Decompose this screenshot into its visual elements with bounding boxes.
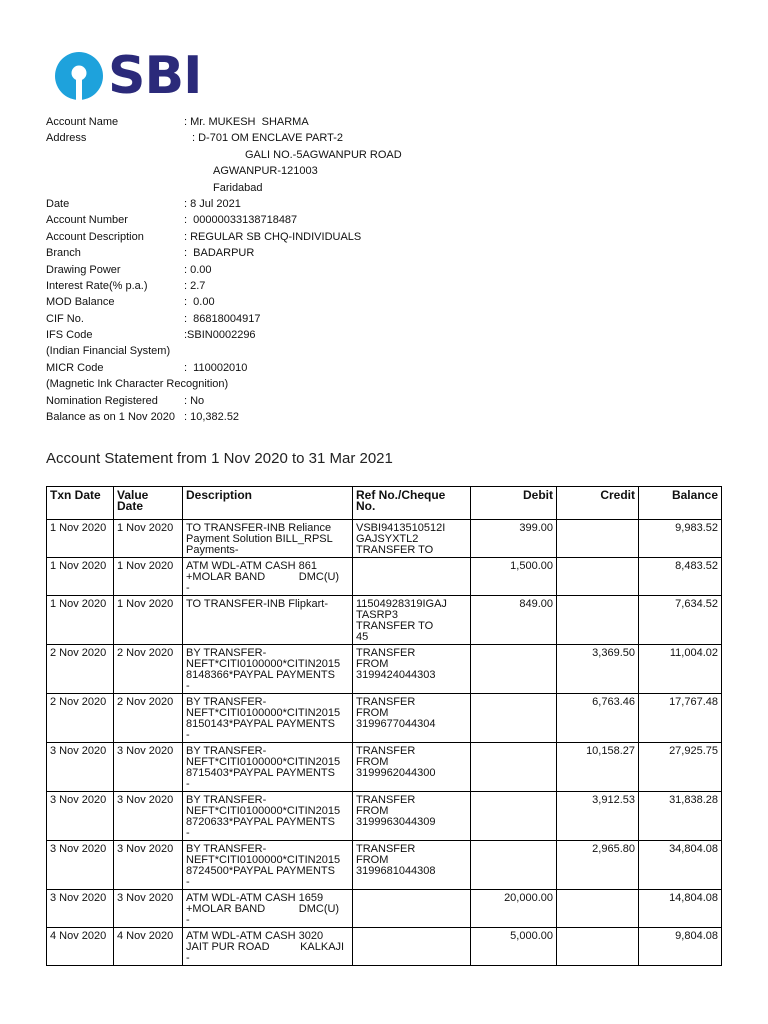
cell-txn-date: 3 Nov 2020: [47, 792, 114, 841]
cell-description: BY TRANSFER- NEFT*CITI0100000*CITIN2015 8148366*PAYPAL PAYMENTS -: [183, 645, 353, 694]
statement-title: Account Statement from 1 Nov 2020 to 31 Mar 2021: [46, 450, 393, 467]
table-row: [47, 596, 722, 645]
cell-ref-no: VSBI9413510512I GAJSYXTL2 TRANSFER TO: [353, 520, 471, 558]
cell-balance: 14,804.08: [639, 890, 722, 928]
cell-description: ATM WDL-ATM CASH 861 +MOLAR BAND DMC(U) -: [183, 558, 353, 596]
info-label: MOD Balance: [46, 296, 115, 309]
cell-value-date: 4 Nov 2020: [114, 928, 183, 966]
cell-ref-no: 11504928319IGAJ TASRP3 TRANSFER TO 45: [353, 596, 471, 645]
cell-value-date: 1 Nov 2020: [114, 558, 183, 596]
info-label: Address: [46, 132, 87, 145]
info-label: Account Number: [46, 214, 128, 227]
info-value: GALI NO.-5AGWANPUR ROAD: [245, 148, 402, 161]
cell-balance: 27,925.75: [639, 743, 722, 792]
info-value: : 0.00: [184, 296, 215, 309]
table-row: [47, 694, 722, 743]
table-row: [47, 645, 722, 694]
cell-description: TO TRANSFER-INB Flipkart-: [183, 596, 353, 645]
cell-credit: [557, 558, 639, 596]
cell-txn-date: 3 Nov 2020: [47, 890, 114, 928]
cell-txn-date: 1 Nov 2020: [47, 558, 114, 596]
cell-balance: 8,483.52: [639, 558, 722, 596]
info-label: (Magnetic Ink Character Recognition): [46, 378, 229, 391]
cell-description: BY TRANSFER- NEFT*CITI0100000*CITIN2015 8720633*PAYPAL PAYMENTS -: [183, 792, 353, 841]
info-value: : No: [184, 394, 205, 407]
info-value: : D-701 OM ENCLAVE PART-2: [192, 132, 343, 145]
cell-value-date: 1 Nov 2020: [114, 520, 183, 558]
cell-debit: 1,500.00: [471, 558, 557, 596]
info-label: Drawing Power: [46, 263, 121, 276]
cell-debit: 849.00: [471, 596, 557, 645]
cell-balance: 7,634.52: [639, 596, 722, 645]
info-label: Account Name: [46, 116, 119, 128]
cell-debit: 20,000.00: [471, 890, 557, 928]
cell-ref-no: TRANSFER FROM 3199681044308: [353, 841, 471, 890]
cell-value-date: 3 Nov 2020: [114, 890, 183, 928]
info-label: MICR Code: [46, 361, 104, 374]
info-label: Branch: [46, 247, 81, 260]
header-ref-no: Ref No./Cheque No.: [353, 487, 471, 520]
info-value: : 86818004917: [184, 312, 261, 325]
cell-credit: 6,763.46: [557, 694, 639, 743]
sbi-logo: [54, 46, 202, 106]
table-row: [47, 743, 722, 792]
cell-credit: [557, 520, 639, 558]
info-value: :SBIN0002296: [184, 329, 256, 342]
sbi-keyhole-logo-icon: [54, 51, 104, 101]
cell-ref-no: TRANSFER FROM 3199424044303: [353, 645, 471, 694]
cell-value-date: 2 Nov 2020: [114, 694, 183, 743]
cell-debit: 5,000.00: [471, 928, 557, 966]
cell-txn-date: 3 Nov 2020: [47, 743, 114, 792]
cell-value-date: 3 Nov 2020: [114, 841, 183, 890]
cell-debit: [471, 694, 557, 743]
info-value: Faridabad: [213, 181, 263, 194]
cell-ref-no: TRANSFER FROM 3199962044300: [353, 743, 471, 792]
info-label: CIF No.: [46, 312, 84, 325]
cell-value-date: 3 Nov 2020: [114, 743, 183, 792]
header-description: Description: [183, 487, 353, 520]
table-row: [47, 841, 722, 890]
info-value: AGWANPUR-121003: [213, 165, 318, 178]
sbi-logo-text: SBI: [108, 46, 202, 106]
cell-debit: 399.00: [471, 520, 557, 558]
header-credit: Credit: [557, 487, 639, 520]
cell-description: TO TRANSFER-INB Reliance Payment Solution BILL_RPSL Payments-: [183, 520, 353, 558]
info-value: : Mr. MUKESH SHARMA: [184, 116, 309, 128]
cell-ref-no: [353, 928, 471, 966]
info-label: Account Description: [46, 230, 144, 243]
cell-description: ATM WDL-ATM CASH 3020 JAIT PUR ROAD KALKAJI -: [183, 928, 353, 966]
cell-balance: 34,804.08: [639, 841, 722, 890]
cell-balance: 9,983.52: [639, 520, 722, 558]
info-value: : 2.7: [184, 279, 206, 292]
table-row: [47, 928, 722, 966]
cell-ref-no: [353, 890, 471, 928]
info-value: : 00000033138718487: [184, 214, 298, 227]
table-row: [47, 792, 722, 841]
cell-value-date: 1 Nov 2020: [114, 596, 183, 645]
cell-ref-no: TRANSFER FROM 3199963044309: [353, 792, 471, 841]
cell-txn-date: 1 Nov 2020: [47, 520, 114, 558]
cell-txn-date: 1 Nov 2020: [47, 596, 114, 645]
header-debit: Debit: [471, 487, 557, 520]
cell-description: BY TRANSFER- NEFT*CITI0100000*CITIN2015 8715403*PAYPAL PAYMENTS -: [183, 743, 353, 792]
cell-debit: [471, 743, 557, 792]
cell-credit: [557, 890, 639, 928]
cell-value-date: 2 Nov 2020: [114, 645, 183, 694]
header-txn-date: Txn Date: [47, 487, 114, 520]
cell-credit: [557, 928, 639, 966]
cell-debit: [471, 841, 557, 890]
table-header-row: [47, 487, 722, 520]
info-label: Balance as on 1 Nov 2020: [46, 411, 176, 424]
info-label: (Indian Financial System): [46, 345, 171, 358]
cell-txn-date: 4 Nov 2020: [47, 928, 114, 966]
header-value-date: Value Date: [114, 487, 183, 520]
table-row: [47, 558, 722, 596]
cell-credit: 2,965.80: [557, 841, 639, 890]
info-value: : BADARPUR: [184, 247, 255, 260]
cell-ref-no: TRANSFER FROM 3199677044304: [353, 694, 471, 743]
info-value: : REGULAR SB CHQ-INDIVIDUALS: [184, 230, 362, 243]
cell-txn-date: 2 Nov 2020: [47, 694, 114, 743]
cell-value-date: 3 Nov 2020: [114, 792, 183, 841]
cell-ref-no: [353, 558, 471, 596]
info-value: : 8 Jul 2021: [184, 197, 241, 210]
cell-txn-date: 2 Nov 2020: [47, 645, 114, 694]
header-balance: Balance: [639, 487, 722, 520]
cell-credit: 3,369.50: [557, 645, 639, 694]
transactions-table: [46, 486, 722, 966]
cell-debit: [471, 792, 557, 841]
cell-balance: 11,004.02: [639, 645, 722, 694]
cell-credit: [557, 596, 639, 645]
cell-credit: 3,912.53: [557, 792, 639, 841]
info-label: Nomination Registered: [46, 394, 158, 407]
table-row: [47, 890, 722, 928]
cell-description: BY TRANSFER- NEFT*CITI0100000*CITIN2015 8150143*PAYPAL PAYMENTS -: [183, 694, 353, 743]
cell-credit: 10,158.27: [557, 743, 639, 792]
info-label: Date: [46, 197, 70, 210]
table-row: [47, 520, 722, 558]
info-label: IFS Code: [46, 329, 93, 342]
cell-debit: [471, 645, 557, 694]
cell-balance: 9,804.08: [639, 928, 722, 966]
cell-balance: 17,767.48: [639, 694, 722, 743]
cell-description: ATM WDL-ATM CASH 1659 +MOLAR BAND DMC(U) -: [183, 890, 353, 928]
info-label: Interest Rate(% p.a.): [46, 279, 148, 292]
info-value: : 0.00: [184, 263, 212, 276]
cell-description: BY TRANSFER- NEFT*CITI0100000*CITIN2015 8724500*PAYPAL PAYMENTS -: [183, 841, 353, 890]
info-value: : 10,382.52: [184, 411, 240, 424]
cell-txn-date: 3 Nov 2020: [47, 841, 114, 890]
info-value: : 110002010: [184, 361, 248, 374]
cell-balance: 31,838.28: [639, 792, 722, 841]
